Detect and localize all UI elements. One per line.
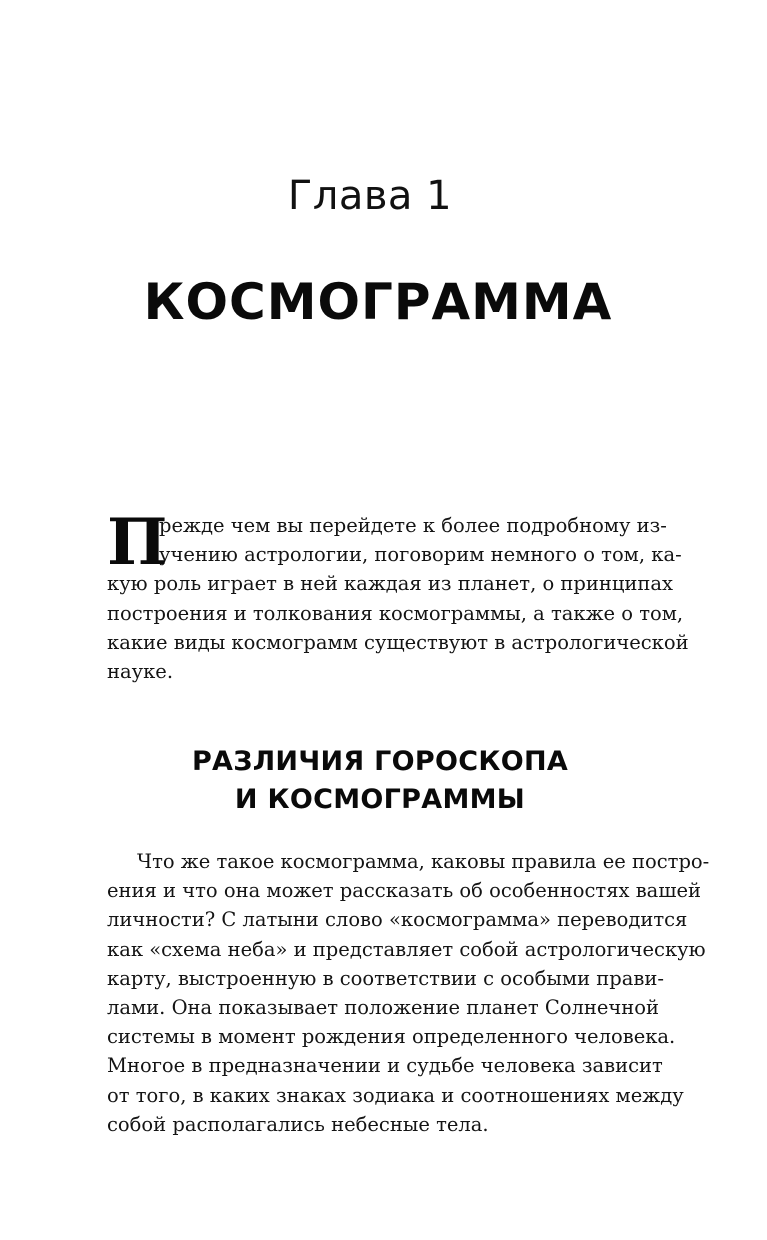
section-heading-line: И КОСМОГРАММЫ — [234, 784, 526, 815]
body-line: лами. Она показывает положение планет Солнечной — [107, 995, 660, 1019]
intro-paragraph — [107, 505, 689, 686]
intro-line: кую роль играет в ней каждая из планет, о принципах — [107, 572, 674, 596]
intro-line: построения и толкования космограммы, а также о том, — [107, 601, 684, 625]
section-heading — [0, 743, 760, 819]
body-line: карту, выстроенную в соответствии с особыми прави- — [107, 966, 664, 990]
chapter-label: Глава 1 — [287, 173, 453, 219]
body-line: собой располагались небесные тела. — [107, 1112, 489, 1136]
intro-line: учению астрологии, поговорим немного о том, ка- — [159, 543, 682, 567]
body-line: ения и что она может рассказать об особенностях вашей — [107, 879, 701, 903]
body-line: Многое в предназначении и судьбе человека зависит — [107, 1054, 663, 1078]
body-line: от того, в каких знаках зодиака и соотношениях между — [107, 1083, 684, 1107]
intro-line: режде чем вы перейдете к более подробному из- — [159, 514, 667, 537]
body-paragraph — [107, 847, 710, 1139]
body-line: личности? С латыни слово «космограмма» переводится — [107, 908, 688, 932]
chapter-title: КОСМОГРАММА — [143, 273, 613, 331]
body-line: как «схема неба» и представляет собой астрологическую — [107, 937, 706, 961]
intro-line: какие виды космограмм существуют в астрологической — [107, 630, 689, 654]
intro-line: науке. — [107, 659, 174, 683]
section-heading-line: РАЗЛИЧИЯ ГОРОСКОПА — [191, 746, 569, 777]
body-line: системы в момент рождения определенного человека. — [107, 1025, 676, 1049]
drop-cap: П — [107, 505, 168, 580]
body-line: Что же такое космограмма, каковы правила ее постро- — [137, 850, 710, 873]
